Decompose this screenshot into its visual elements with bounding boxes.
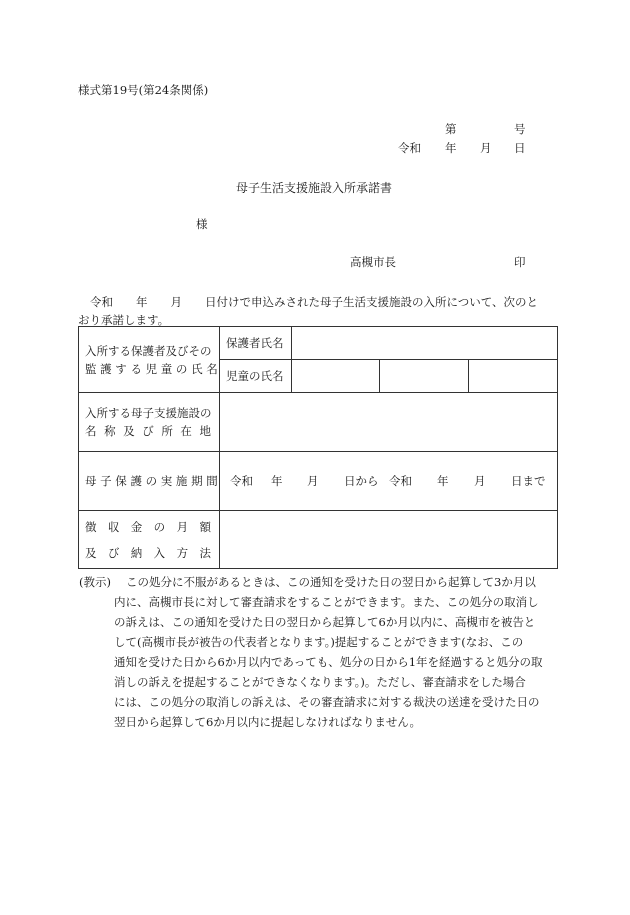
intro-line-2: おり承諾します。 bbox=[78, 313, 170, 327]
row-label-fee-line1: 徴 収 金 の 月 額 bbox=[85, 519, 211, 534]
notice-body bbox=[114, 572, 556, 732]
notice-line: 通知を受けた日から6か月以内であっても、処分の日から1年を経過すると処分の取 bbox=[114, 655, 543, 669]
child-name-label: 児童の氏名 bbox=[220, 360, 292, 393]
details-table bbox=[78, 326, 558, 569]
date-month: 月 bbox=[480, 141, 492, 155]
row-label-period: 母 子 保 護 の 実 施 期 間 bbox=[79, 452, 220, 511]
period-text: 令和 年 月 日から 令和 年 月 日まで bbox=[230, 474, 546, 488]
child-name-field-2[interactable] bbox=[380, 360, 469, 393]
notice-line: 内に、高槻市長に対して審査請求をすることができます。また、この処分の取消し bbox=[114, 595, 539, 609]
notice-line: の訴えは、この通知を受けた日の翌日から起算して6か月以内に、高槻市を被告と bbox=[114, 615, 536, 629]
date-era: 令和 bbox=[398, 141, 421, 155]
form-number: 様式第19号(第24条関係) bbox=[78, 83, 209, 97]
date-day: 日 bbox=[514, 141, 526, 155]
row-label-facility bbox=[79, 393, 220, 452]
document-number-suffix: 号 bbox=[514, 122, 526, 136]
row-label-guardian-children-line2: 監 護 す る 児 童 の 氏 名 bbox=[85, 361, 218, 376]
row-label-fee bbox=[79, 511, 220, 569]
notice-line: 消しの訴えを提起することができなくなります。)。ただし、審査請求をした場合 bbox=[114, 675, 526, 689]
seal-mark: 印 bbox=[514, 255, 526, 269]
addressee-honorific: 様 bbox=[196, 217, 208, 231]
intro-line-1: 令和 年 月 日付けで申込みされた母子生活支援施設の入所について、次のと bbox=[90, 295, 539, 309]
notice-line: して(高槻市長が被告の代表者となります。)提起することができます(なお、この bbox=[114, 635, 524, 649]
guardian-name-label: 保護者氏名 bbox=[220, 327, 292, 360]
issuer-name: 高槻市長 bbox=[350, 255, 396, 269]
document-number-prefix: 第 bbox=[445, 122, 457, 136]
date-year: 年 bbox=[445, 141, 457, 155]
notice-line: には、この処分の取消しの訴えは、その審査請求に対する裁決の送達を受けた日の bbox=[114, 695, 540, 709]
notice-heading: (教示) bbox=[79, 575, 111, 589]
child-name-field-1[interactable] bbox=[292, 360, 380, 393]
intro-paragraph bbox=[78, 293, 556, 329]
guardian-name-field[interactable] bbox=[292, 327, 558, 360]
notice-line: この処分に不服があるときは、この通知を受けた日の翌日から起算して3か月以 bbox=[126, 575, 536, 589]
row-label-guardian-children-line1: 入所する保護者及びその bbox=[85, 343, 212, 358]
row-label-guardian-children bbox=[79, 327, 220, 393]
row-label-fee-line2: 及 び 納 入 方 法 bbox=[85, 545, 211, 560]
notice-line: 翌日から起算して6か月以内に提起しなければなりません。 bbox=[114, 715, 422, 729]
row-label-facility-line2: 名 称 及 び 所 在 地 bbox=[85, 424, 211, 438]
fee-field[interactable] bbox=[220, 511, 558, 569]
row-label-facility-line1: 入所する母子支援施設の bbox=[85, 406, 212, 420]
document-title: 母子生活支援施設入所承諾書 bbox=[236, 181, 393, 195]
child-name-field-3[interactable] bbox=[469, 360, 558, 393]
facility-field[interactable] bbox=[220, 393, 558, 452]
period-field[interactable] bbox=[220, 452, 558, 511]
